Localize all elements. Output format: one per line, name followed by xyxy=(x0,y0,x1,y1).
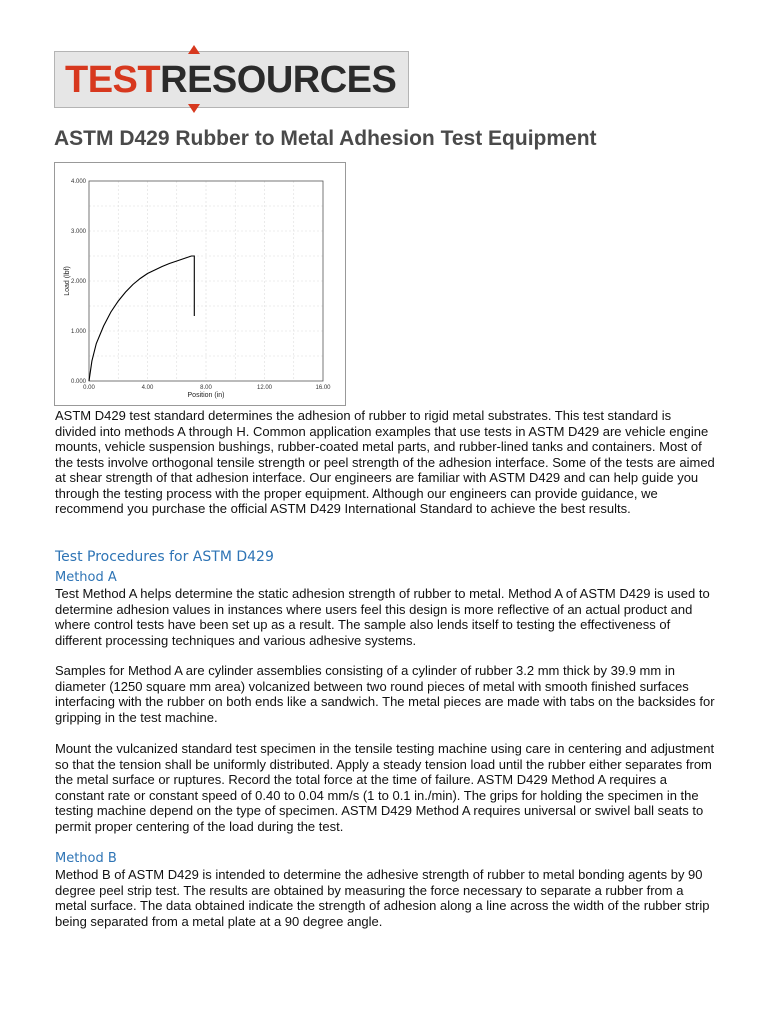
x-axis-label: Position (in) xyxy=(187,392,225,399)
logo-text-test: TEST xyxy=(65,59,161,101)
method-a-paragraph-2: Samples for Method A are cylinder assemblies consisting of a cylinder of rubber 3.2 mm thick by 39.9 mm in diameter (1250 square mm area) volcanized between two round pieces of metal with smooth finished surfaces interfacing with the rubber on both ends like a sandwich. The metal pieces are made with tabs on the backsides for gripping in the test machine. xyxy=(55,663,715,725)
x-tick-label: 0.00 xyxy=(83,385,95,391)
section-heading: Test Procedures for ASTM D429 xyxy=(55,549,274,565)
load-position-chart xyxy=(54,162,346,406)
x-tick-label: 4.00 xyxy=(141,385,154,391)
x-tick-label: 12.00 xyxy=(256,385,273,391)
method-b-heading: Method B xyxy=(55,851,117,866)
y-tick-label: 0.000 xyxy=(70,379,86,385)
logo-arrow-up-icon xyxy=(188,45,200,54)
series-line xyxy=(89,256,194,381)
logo-text-resources: RESOURCES xyxy=(160,59,397,101)
x-tick-label: 16.00 xyxy=(315,385,331,391)
method-a-heading: Method A xyxy=(55,570,117,585)
y-tick-label: 2.000 xyxy=(70,279,86,285)
y-tick-label: 4.000 xyxy=(70,179,86,185)
method-a-paragraph-3: Mount the vulcanized standard test specimen in the tensile testing machine using care in centering and adjustment so that the tension shall be uniformly distributed. Apply a steady tension load until the rubber either separates from the metal surface or ruptures. Record the total force at the time of failure. ASTM D429 Method A requires a constant rate or constant speed of 0.40 to 0.04 mm/s (1 to 0.1 in./min). The grips for holding the specimen in the testing machine depend on the type of specimen. ASTM D429 Method A requires universal or swivel ball seats to permit proper centering of the load during the test. xyxy=(55,741,715,834)
y-tick-label: 1.000 xyxy=(70,329,86,335)
x-tick-label: 8.00 xyxy=(200,385,212,391)
page-title: ASTM D429 Rubber to Metal Adhesion Test Equipment xyxy=(54,127,597,150)
intro-paragraph: ASTM D429 test standard determines the adhesion of rubber to rigid metal substrates. This test standard is divided into methods A through H. Common application examples that use tests in ASTM D429 are vehicle engine mounts, vehicle suspension bushings, rubber-coated metal parts, and rubber-lined tanks and containers. Most of the tests involve orthogonal tensile strength or peel strength of the adhesion interface. Some of the tests are aimed at shear strength of that adhesion interface. Our engineers are familiar with ASTM D429 and can help guide you through the testing process with the proper equipment. Although our engineers can provide guidance, we recommend you purchase the official ASTM D429 International Standard to achieve the best results. xyxy=(55,408,715,516)
y-tick-label: 3.000 xyxy=(70,229,86,235)
method-b-paragraph-1: Method B of ASTM D429 is intended to determine the adhesive strength of rubber to metal bonding agents by 90 degree peel strip test. The results are obtained by measuring the force necessary to separate a rubber from a metal surface. The data obtained indicate the strength of adhesion along a line across the width of the rubber strip being separated from a metal plate at a 90 degree angle. xyxy=(55,867,710,929)
logo xyxy=(54,51,409,108)
y-axis-label: Load (lbf) xyxy=(64,266,71,296)
method-a-paragraph-1: Test Method A helps determine the static adhesion strength of rubber to metal. Method A of ASTM D429 is used to determine adhesion values in instances where users feel this design is more reflective of an actual product and where control tests have been set up as a result. The sample also lends itself to testing the effectiveness of different processing techniques and various adhesive systems. xyxy=(55,586,710,648)
chart-svg xyxy=(55,163,345,405)
logo-arrow-down-icon xyxy=(188,104,200,113)
logo-text xyxy=(65,58,396,102)
